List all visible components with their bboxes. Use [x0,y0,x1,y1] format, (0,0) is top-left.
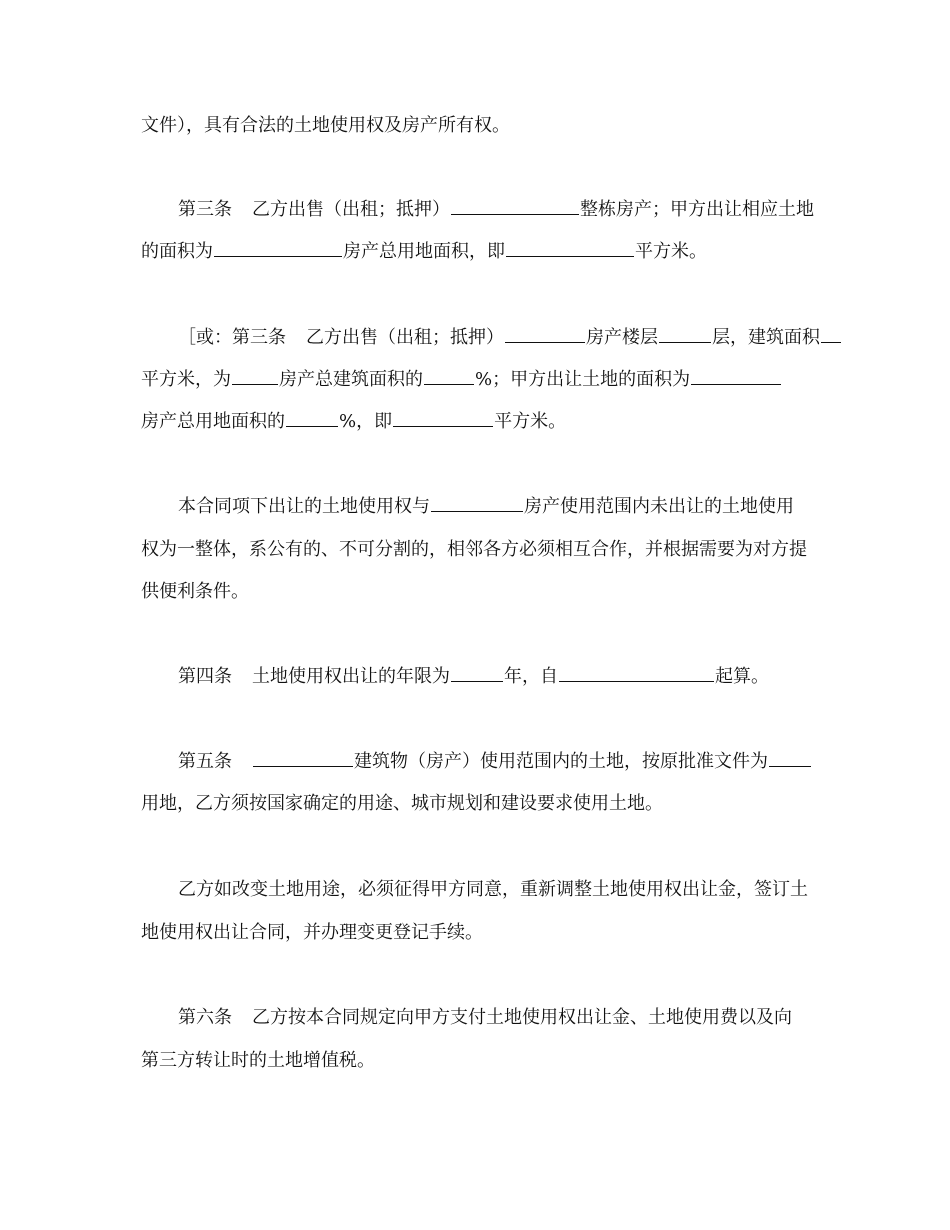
text: 本合同项下出让的土地使用权与 [178,496,430,517]
fill-blank [253,750,353,767]
alt-article-3-line-1 [178,326,820,350]
fill-blank [451,198,579,215]
paragraph-line [141,114,811,138]
text: 房产总用地面积，即 [343,241,505,262]
fill-blank [691,368,781,385]
text: ［或：第三条 [178,327,286,348]
text: 乙方按本合同规定向甲方支付土地使用权出让金、土地使用费以及向 [252,1007,792,1028]
paragraph-line-1 [178,878,811,902]
fill-blank [451,665,503,682]
fill-blank [286,410,338,427]
text: 文件），具有合法的土地使用权及房产所有权。 [141,115,510,136]
text: %；甲方出让土地的面积为 [475,369,691,390]
text: 用地，乙方须按国家确定的用途、城市规划和建设要求使用土地。 [141,793,663,814]
article-label: 第四条 [178,666,232,687]
text: 年，自 [504,666,558,687]
text: 房产楼层 [586,327,658,348]
text: 的面积为 [141,241,213,262]
fill-blank [431,495,523,512]
paragraph-line-1 [178,495,811,519]
text: 层，建筑面积 [712,327,820,348]
paragraph-line-2 [141,538,811,562]
fill-blank [424,368,474,385]
article-4-line [178,665,811,689]
text: 整栋房产；甲方出让相应土地 [580,199,814,220]
text: 地使用权出让合同，并办理变更登记手续。 [141,922,483,943]
text: 乙方出售（出租；抵押） [306,327,504,348]
article-label: 第三条 [178,199,232,220]
paragraph-line-2 [141,921,811,945]
text: 平方米。 [494,411,567,432]
article-label: 第五条 [178,751,232,772]
fill-blank [214,240,342,257]
article-5-line-2 [141,792,811,816]
fill-blank [821,326,841,343]
text: 平方米，为 [141,369,231,390]
text: 房产使用范围内未出让的土地使用 [524,496,794,517]
text: %，即 [339,411,393,432]
fill-blank [769,750,811,767]
text: 起算。 [715,666,769,687]
fill-blank [232,368,278,385]
article-6-line-2 [141,1049,811,1073]
article-3-line-2 [141,240,811,264]
article-5-line-1 [178,750,811,774]
text: 平方米。 [635,241,707,262]
text: 供便利条件。 [141,581,249,602]
fill-blank [659,326,711,343]
text: 土地使用权出让的年限为 [252,666,450,687]
alt-article-3-line-3 [141,410,811,434]
text: 房产总建筑面积的 [279,369,423,390]
text: 乙方如改变土地用途，必须征得甲方同意，重新调整土地使用权出让金，签订土 [178,879,808,900]
fill-blank [559,665,714,682]
article-label: 第六条 [178,1007,232,1028]
text: 权为一整体，系公有的、不可分割的，相邻各方必须相互合作，并根据需要为对方提 [141,539,807,560]
fill-blank [505,326,585,343]
fill-blank [393,410,493,427]
text: 建筑物（房产）使用范围内的土地，按原批准文件为 [354,751,768,772]
alt-article-3-line-2 [141,368,811,392]
text: 房产总用地面积的 [141,411,285,432]
text: 乙方出售（出租；抵押） [252,199,450,220]
article-6-line-1 [178,1006,811,1030]
paragraph-line-3 [141,580,811,604]
article-3-line-1 [178,198,814,222]
fill-blank [506,240,634,257]
text: 第三方转让时的土地增值税。 [141,1050,375,1071]
